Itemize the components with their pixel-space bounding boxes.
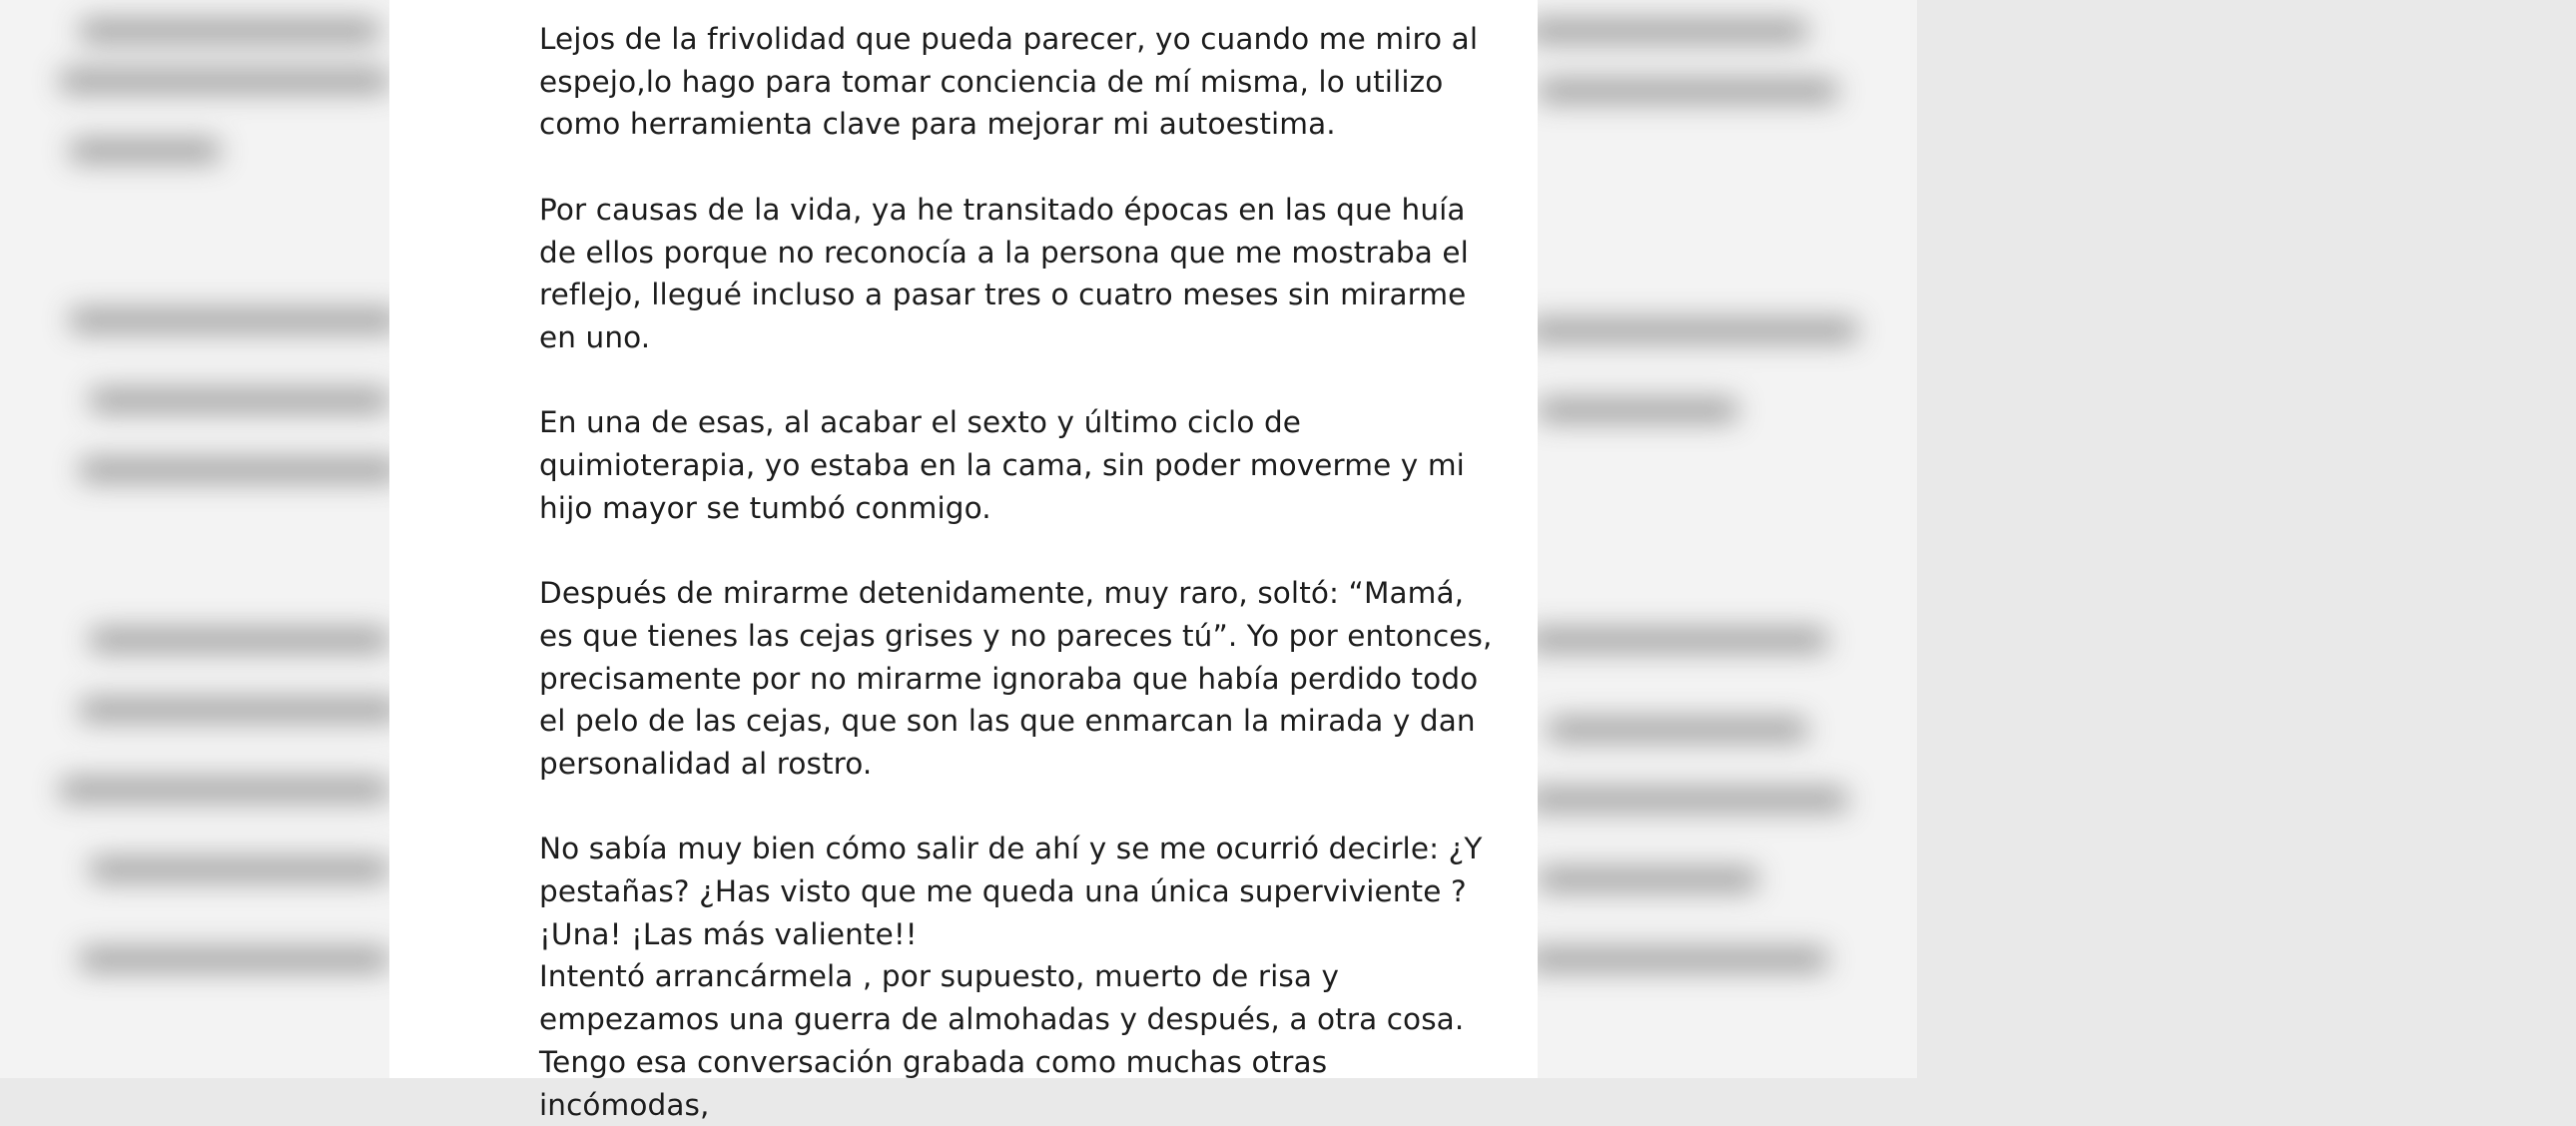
blurred-text-right: [1378, 0, 2576, 1078]
post-paragraph-7: Tengo esa conversación grabada como muchas otras incómodas,: [539, 1044, 1328, 1122]
post-paragraph-2: Por causas de la vida, ya he transitado épocas en las que huía de ellos porque no reconocía a la persona que me mostraba el reflejo, llegué incluso a pasar tres o cuatro meses sin mirarme en uno.: [539, 192, 1469, 354]
post-text-body: [539, 18, 1498, 1126]
blurred-background-right: [1518, 0, 1917, 1078]
post-paragraph-1: Lejos de la frivolidad que pueda parecer, yo cuando me miro al espejo,lo hago para tomar conciencia de mí misma, lo utilizo como herramienta clave para mejorar mi autoestima.: [539, 22, 1479, 142]
post-paragraph-5: No sabía muy bien cómo salir de ahí y se me ocurrió decirle: ¿Y pestañas? ¿Has visto que me queda una única superviviente ? ¡Una! ¡Las más valiente!!: [539, 832, 1483, 951]
post-paragraph-4: Después de mirarme detenidamente, muy raro, soltó: “Mamá, es que tienes las cejas grises y no pareces tú”. Yo por entonces, precisamente por no mirarme ignoraba que había perdido todo el pelo de las cejas, que son las que enmarcan la mirada y dan personalidad al rostro.: [539, 576, 1493, 781]
post-paragraph-3: En una de esas, al acabar el sexto y último ciclo de quimioterapia, yo estaba en la cama, sin poder moverme y mi hijo mayor se tumbó conmigo.: [539, 405, 1465, 525]
blurred-background-left: [0, 0, 399, 1078]
post-paragraph-6: Intentó arrancármela , por supuesto, muerto de risa y empezamos una guerra de almohadas y después, a otra cosa.: [539, 959, 1465, 1037]
post-panel: [389, 0, 1538, 1122]
